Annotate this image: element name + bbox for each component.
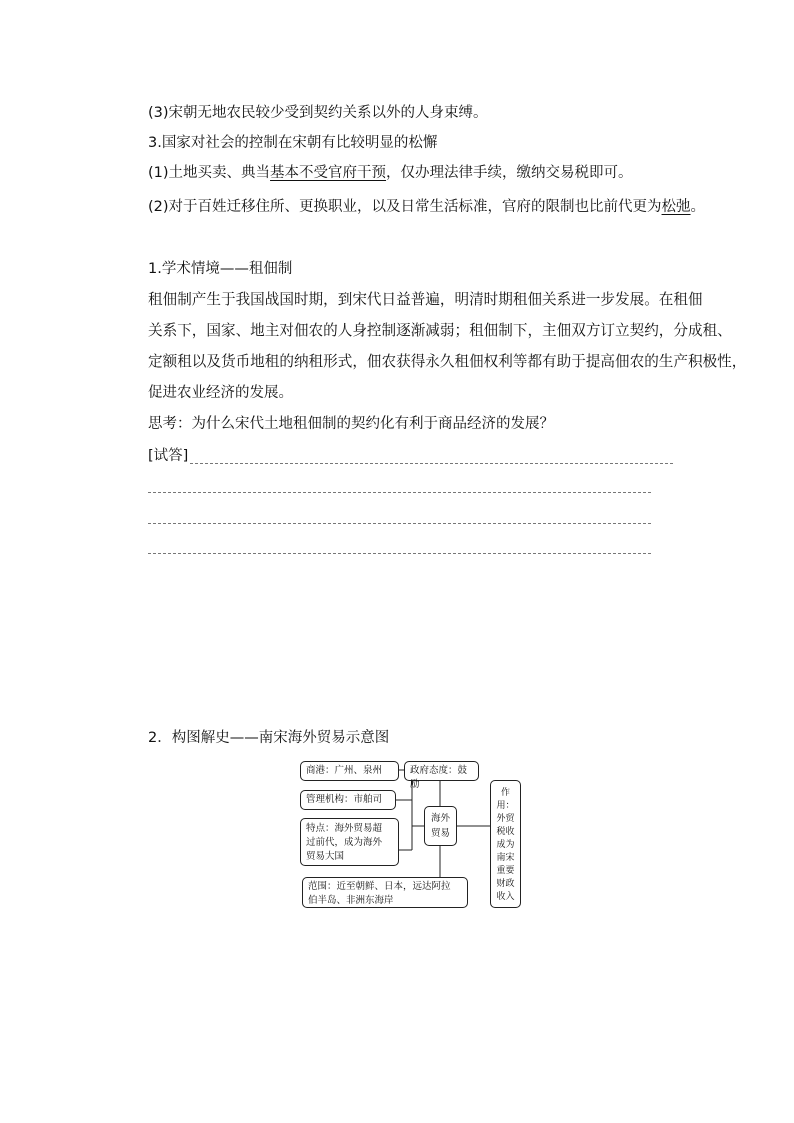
ports-text: 商港：广州、泉州 <box>306 765 383 776</box>
effect-text: 作用：外贸税收成为南宋重要财政收入 <box>496 788 515 902</box>
features-line-1: 特点：海外贸易超 <box>306 823 383 834</box>
center-text: 海外贸易 <box>430 813 450 839</box>
point-1-a: (1)土地买卖、典当 <box>148 165 271 181</box>
scenario-1-title: 1.学术情境——租佃制 <box>148 261 293 277</box>
scope-box <box>302 877 468 908</box>
features-line-3: 贸易大国 <box>306 851 345 862</box>
scope-line-1: 范围：近至朝鲜、日本，远达阿拉 <box>308 881 451 892</box>
heading-3: 3.国家对社会的控制在宋朝有比较明显的松懈 <box>148 135 438 151</box>
point-1-underlined: 基本不受官府干预 <box>270 165 387 181</box>
scenario-1-line-4: 促进农业经济的发展。 <box>148 385 293 401</box>
point-2-b: 。 <box>690 199 706 215</box>
scenario-1-line-1: 租佃制产生于我国战国时期，到宋代日益普遍，明清时期租佃关系进一步发展。在租佃 <box>148 291 703 308</box>
scenario-1-line-3: 定额租以及货币地租的纳租形式，佃农获得永久租佃权利等都有助于提高佃农的生产积极性， <box>148 353 747 370</box>
attitude-text: 政府态度：鼓励 <box>410 765 468 790</box>
features-line-2: 过前代，成为海外 <box>306 837 383 848</box>
item-3-text: (3)宋朝无地农民较少受到契约关系以外的人身束缚。 <box>148 105 488 121</box>
scenario-1-question: 思考：为什么宋代土地租佃制的契约化有利于商品经济的发展？ <box>148 416 554 432</box>
ports-box <box>300 761 399 781</box>
attitude-box <box>404 761 479 790</box>
center-box <box>424 806 457 846</box>
point-2-a: (2)对于百姓迁移住所、更换职业，以及日常生活标准，官府的限制也比前代更为 <box>148 199 662 215</box>
scope-line-2: 伯半岛、非洲东海岸 <box>308 895 394 906</box>
features-box <box>300 818 399 866</box>
answer-label: [试答] <box>148 448 189 464</box>
agency-text: 管理机构：市舶司 <box>306 794 383 805</box>
effect-box <box>490 780 521 908</box>
agency-box <box>300 790 396 810</box>
scenario-1-line-2: 关系下，国家、地主对佃农的人身控制逐渐减弱；租佃制下，主佃双方订立契约，分成租、 <box>148 322 732 339</box>
point-1-b: ，仅办理法律手续，缴纳交易税即可。 <box>386 165 633 181</box>
scenario-2-title: 2．构图解史——南宋海外贸易示意图 <box>148 730 390 746</box>
point-2-underlined: 松弛 <box>661 199 691 215</box>
